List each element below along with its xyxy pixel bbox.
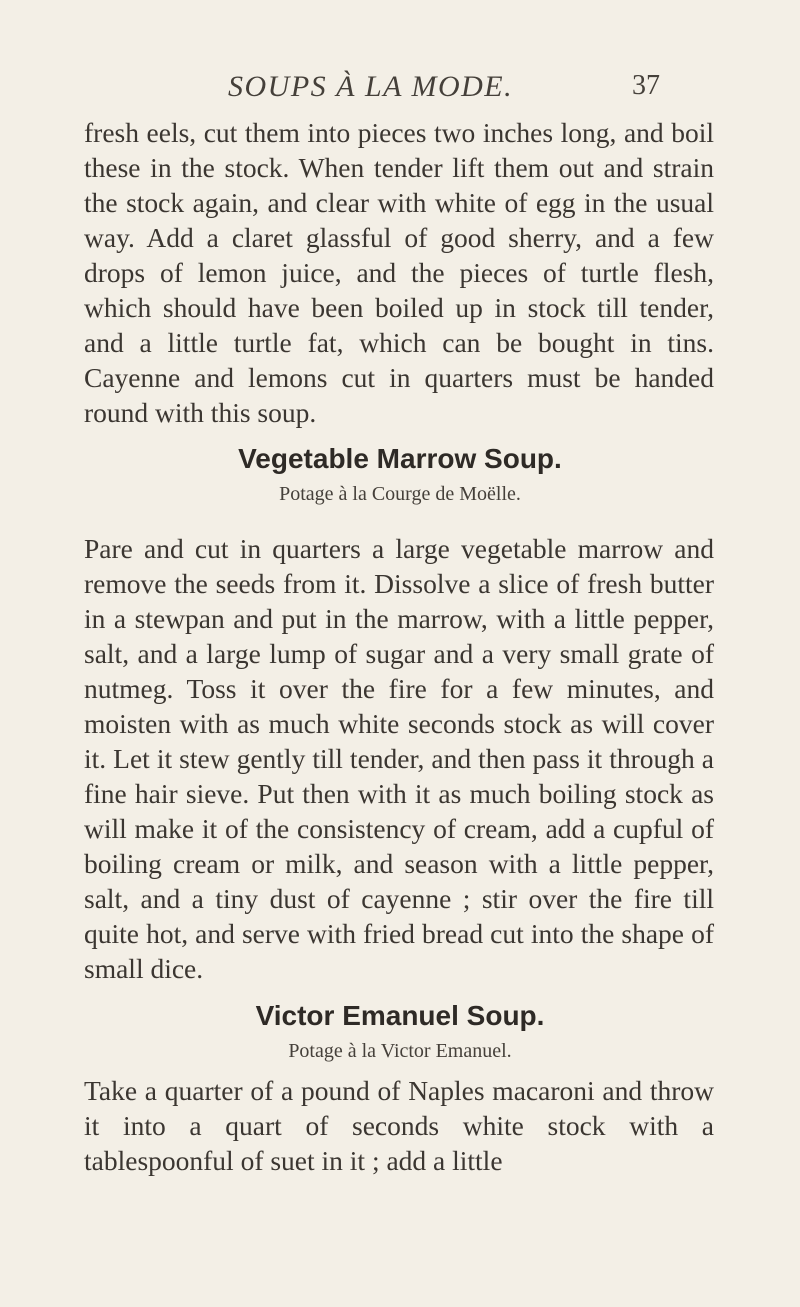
recipe-subtitle-victor-emanuel: Potage à la Victor Emanuel. — [288, 1040, 512, 1062]
recipe-title-vegetable-marrow: Vegetable Marrow Soup. — [238, 443, 562, 474]
recipe-title-victor-emanuel: Victor Emanuel Soup. — [255, 1000, 545, 1031]
recipe-body-vegetable-marrow — [84, 531, 714, 986]
page-number: 37 — [632, 70, 660, 101]
recipe-subtitle-vegetable-marrow: Potage à la Courge de Moëlle. — [279, 483, 521, 505]
paragraph-text: fresh eels, cut them into pieces two inches long, and boil these in the stock. When tender lift them out and strain the stock again, and clear with white of egg in the usual way. Add a claret glassful of good sherry, and a few drops of lemon juice, and the pieces of turtle flesh, which should have been boiled up in stock till tender, and a little turtle fat, which can be bought in tins. Cayenne and lemons cut in quarters must be handed round with this soup. — [84, 117, 714, 428]
continued-paragraph — [84, 115, 714, 430]
running-title: SOUPS À LA MODE. — [228, 70, 514, 103]
paragraph-text: Pare and cut in quarters a large vegetable marrow and remove the seeds from it. Dissolve a slice of fresh butter in a stewpan and put in the marrow, with a little pepper, salt, and a large lump of sugar and a very small grate of nutmeg. Toss it over the fire for a few minutes, and moisten with as much white seconds stock as will cover it. Let it stew gently till tender, and then pass it through a fine hair sieve. Put then with it as much boiling stock as will make it of the consistency of cream, add a cupful of boiling cream or milk, and season with a little pepper, salt, and a tiny dust of cayenne ; stir over the fire till quite hot, and serve with fried bread cut into the shape of small dice. — [84, 533, 714, 984]
paragraph-text: Take a quarter of a pound of Naples macaroni and throw it into a quart of seconds white stock with a tablespoonful of suet in it ; add a little — [84, 1075, 714, 1176]
running-head — [0, 70, 800, 110]
recipe-body-victor-emanuel — [84, 1073, 714, 1178]
